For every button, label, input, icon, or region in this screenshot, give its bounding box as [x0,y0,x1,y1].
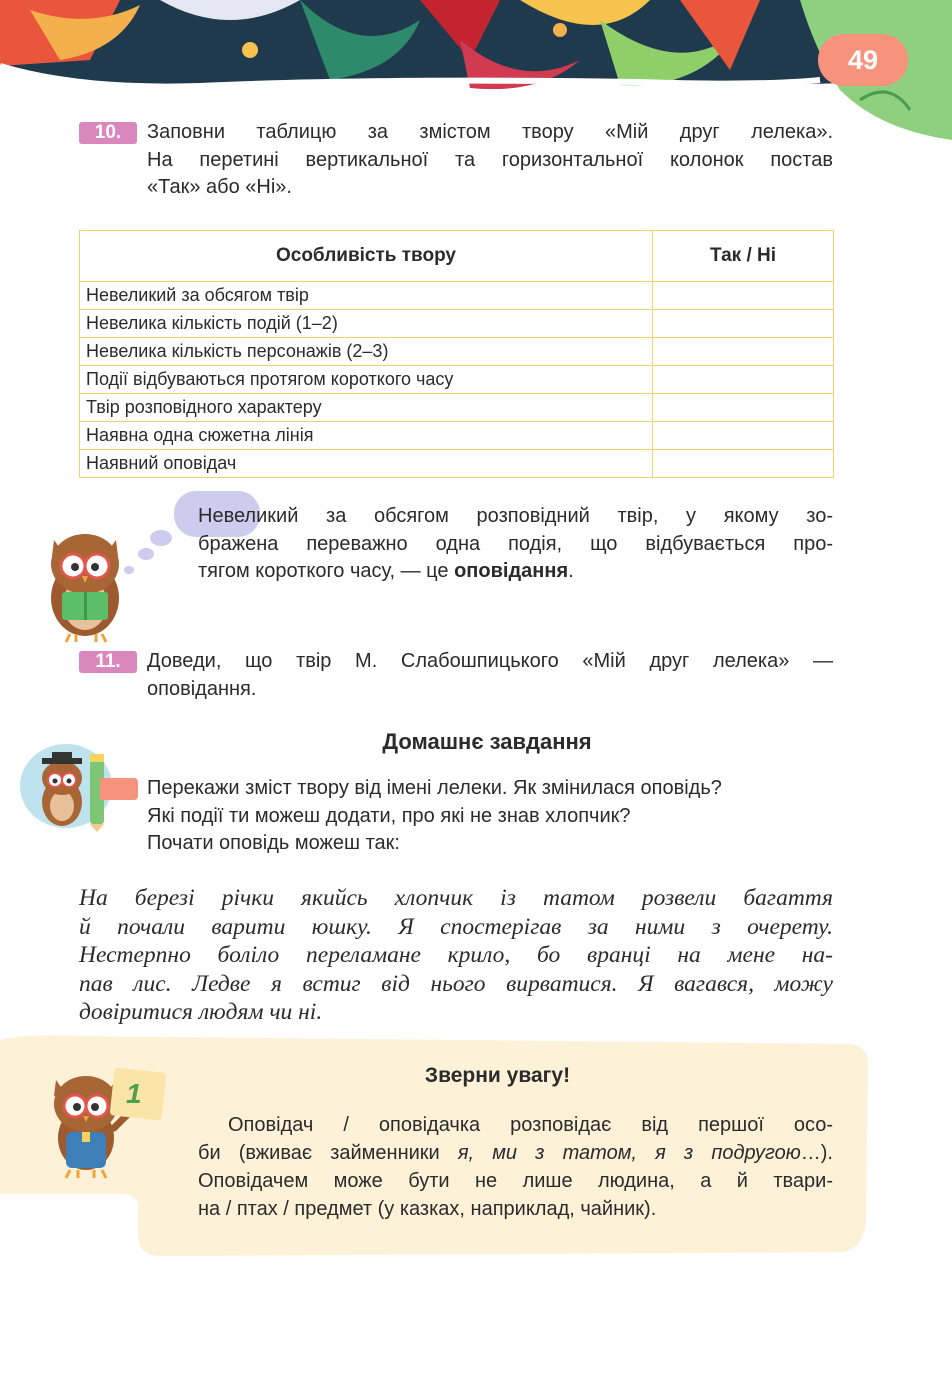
story-opening-quote [79,884,833,1027]
table-row [80,450,834,478]
page-number: 49 [818,34,908,86]
feature-cell: Невеликий за обсягом твір [80,282,653,310]
owl-reading-icon [40,526,130,644]
definition-text-part: тягом короткого часу, — це [198,560,455,582]
task-10-line: Заповни таблицю за змістом твору «Мій друг лелека». [147,121,833,143]
attention-text [198,1111,833,1223]
answer-cell[interactable] [653,422,834,450]
table-row [80,310,834,338]
quote-line: Нестерпно боліло переламане крило, бо вранці на мене на- [79,942,833,968]
definition-line [198,558,833,586]
answer-cell[interactable] [653,394,834,422]
homework-line: Перекажи зміст твору від імені лелеки. Як змінилася оповідь? [147,777,722,799]
answer-cell[interactable] [653,338,834,366]
task-11-text [147,648,833,703]
term-story: оповідання [454,560,569,582]
task-number-10: 10. [79,122,137,144]
answer-cell[interactable] [653,366,834,394]
attention-line [198,1139,833,1167]
task-10-line: «Так» або «Ні». [147,176,292,198]
answer-cell[interactable] [653,450,834,478]
definition-line: бражена переважно одна подія, що відбувається про- [198,532,833,555]
sign-number: 1 [126,1078,142,1109]
table-row [80,394,834,422]
attention-line: Оповідач / оповідачка розповідає від першої осо- [228,1114,833,1136]
table-row [80,282,834,310]
answer-cell[interactable] [653,282,834,310]
homework-tab [100,778,138,800]
quote-line: довіритися людям чи ні. [79,999,323,1025]
col-yes-no-header: Так / Ні [653,231,834,282]
definition-text [198,503,833,586]
quote-line: й почали варити юшку. Я спостерігав за ними з очерету. [79,913,833,940]
feature-cell: Невелика кількість персонажів (2–3) [80,338,653,366]
task-number-11: 11. [79,651,137,673]
attention-text-part: би (вживає займенники [198,1142,458,1164]
task-10-text [147,119,833,202]
quote-line: На березі річки якийсь хлопчик із татом розвели багаття [79,885,833,911]
feature-cell: Невелика кількість подій (1–2) [80,310,653,338]
table-row [80,422,834,450]
definition-text-part: . [568,560,574,582]
task-10-line: На перетині вертикальної та горизонтальної колонок постав [147,148,833,171]
feature-cell: Наявна одна сюжетна лінія [80,422,653,450]
feature-cell: Наявний оповідач [80,450,653,478]
table-header-row [80,231,834,282]
thought-bubble-dot [150,530,172,546]
homework-title: Домашнє завдання [382,729,592,754]
task-11-line: оповідання. [147,677,257,700]
features-table [79,230,834,478]
answer-cell[interactable] [653,310,834,338]
quote-line: пав лис. Ледве я встиг від нього вирватися. Я вагався, можу [79,970,833,997]
feature-cell: Події відбуваються протягом короткого часу [80,366,653,394]
attention-line: Оповідачем може бути не лише людина, а й твари- [198,1170,833,1192]
task-11-line: Доведи, що твір М. Слабошпицького «Мій друг лелека» — [147,650,833,672]
feature-cell: Твір розповідного характеру [80,394,653,422]
definition-line: Невеликий за обсягом розповідний твір, у якому зо- [198,505,833,527]
homework-text [147,775,847,858]
attention-title: Зверни увагу! [424,1064,571,1087]
attention-text-part: …). [800,1142,833,1164]
thought-bubble-dot [138,548,154,560]
homework-line: Почати оповідь можеш так: [147,832,400,854]
homework-line: Які події ти можеш додати, про які не знав хлопчик? [147,804,631,827]
pronoun-examples: я, ми з татом, я з подругою [457,1142,801,1164]
table-row [80,366,834,394]
col-feature-header: Особливість твору [80,231,653,282]
attention-line: на / птах / предмет (у казках, наприклад, чайник). [198,1198,657,1220]
owl-pointer-icon [36,1062,176,1184]
table-row [80,338,834,366]
